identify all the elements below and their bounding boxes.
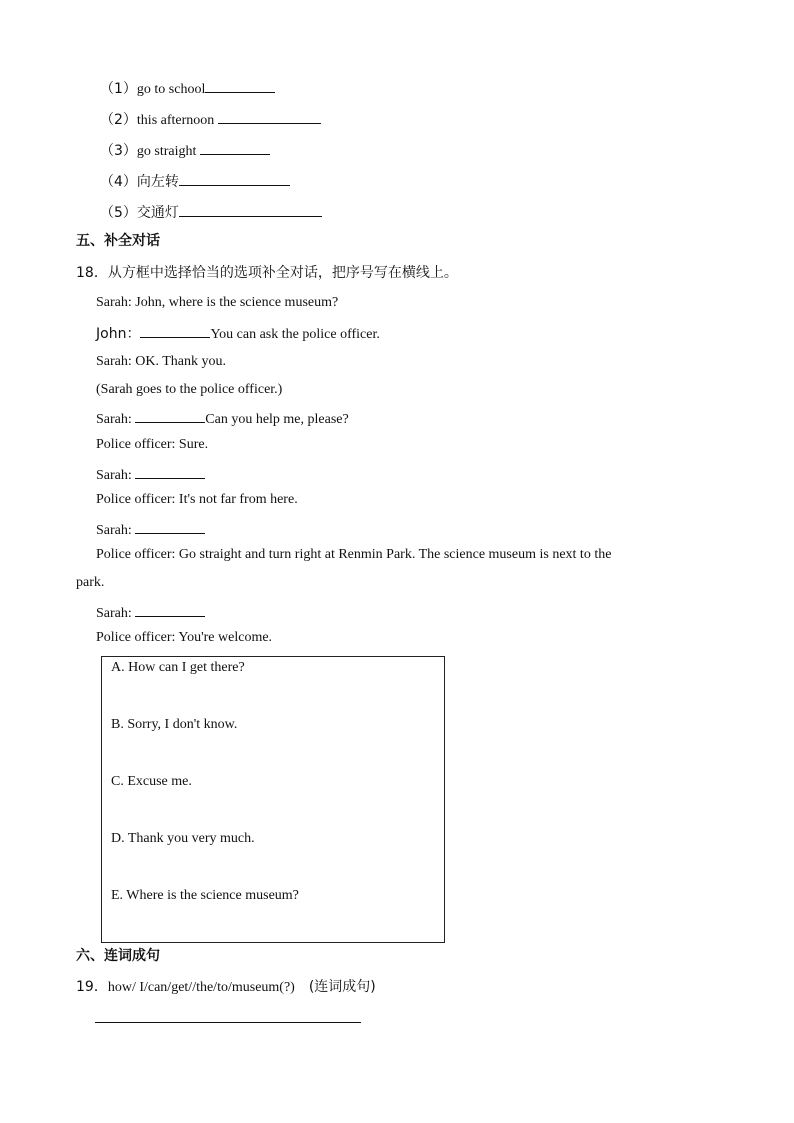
section-six-title: 六、连词成句 <box>76 948 160 964</box>
speaker-label: John： <box>96 326 141 342</box>
answer-blank[interactable] <box>135 408 205 423</box>
option-b: B. Sorry, I don't know. <box>111 717 238 732</box>
dialogue-line-10: Police officer: Go straight and turn right at Renmin Park. The science museum is next to the <box>96 547 612 562</box>
speaker-label: Sarah: <box>96 606 132 621</box>
dialogue-line-10-cont: park. <box>76 575 105 590</box>
answer-blank[interactable] <box>135 519 205 534</box>
vocab-text: go straight <box>136 144 197 159</box>
dialogue-line-1: Sarah: John, where is the science museum? <box>96 295 339 310</box>
answer-blank[interactable] <box>135 602 205 617</box>
answer-blank[interactable] <box>205 78 275 93</box>
vocab-number: （2） <box>100 112 137 128</box>
dialogue-line-12: Police officer: You're welcome. <box>96 630 273 645</box>
question-18-instruction <box>76 264 458 282</box>
vocab-number: （1） <box>100 81 137 97</box>
vocab-number: （4） <box>100 174 137 190</box>
dialogue-line-7 <box>96 464 205 485</box>
vocab-text: go to school <box>136 82 206 97</box>
dialogue-text: You can ask the police officer. <box>210 327 380 342</box>
vocab-number: （3） <box>100 143 137 159</box>
question-number: 18． <box>76 265 108 281</box>
answer-blank[interactable] <box>179 202 322 217</box>
scrambled-words: how/ I/can/get//the/to/museum(?) <box>107 980 295 995</box>
question-number: 19． <box>76 979 108 995</box>
vocab-number: （5） <box>100 205 137 221</box>
answer-blank[interactable] <box>179 171 290 186</box>
question-19 <box>76 978 376 997</box>
answer-blank[interactable] <box>218 109 321 124</box>
option-a: A. How can I get there? <box>111 660 245 675</box>
speaker-label: Sarah: <box>96 523 132 538</box>
dialogue-line-3: Sarah: OK. Thank you. <box>96 354 226 369</box>
vocab-item-1 <box>100 78 275 99</box>
answer-blank[interactable] <box>200 140 270 155</box>
dialogue-line-4: (Sarah goes to the police officer.) <box>96 382 283 397</box>
dialogue-text: Can you help me, please? <box>205 412 349 427</box>
dialogue-line-2 <box>96 323 380 344</box>
vocab-item-2 <box>100 109 321 130</box>
answer-blank[interactable] <box>135 464 205 479</box>
option-c: C. Excuse me. <box>111 774 192 789</box>
vocab-item-5 <box>100 202 322 223</box>
question-instruction: 从方框中选择恰当的选项补全对话，把序号写在横线上。 <box>107 265 458 281</box>
vocab-item-4 <box>100 171 290 192</box>
speaker-label: Sarah: <box>96 468 132 483</box>
dialogue-line-6: Police officer: Sure. <box>96 437 209 452</box>
question-hint: (连词成句) <box>308 979 376 995</box>
speaker-label: Sarah: <box>96 412 132 427</box>
vocab-text: 向左转 <box>136 174 179 190</box>
vocab-text: 交通灯 <box>136 205 179 221</box>
option-d: D. Thank you very much. <box>111 831 255 846</box>
vocab-item-3 <box>100 140 270 161</box>
answer-blank[interactable] <box>140 323 210 338</box>
answer-line[interactable] <box>95 1022 361 1023</box>
dialogue-line-5 <box>96 408 349 429</box>
vocab-text: this afternoon <box>136 113 215 128</box>
dialogue-line-9 <box>96 519 205 540</box>
dialogue-line-8: Police officer: It's not far from here. <box>96 492 298 507</box>
option-e: E. Where is the science museum? <box>111 888 299 903</box>
section-five-title: 五、补全对话 <box>76 233 160 249</box>
options-box <box>101 656 445 943</box>
dialogue-line-11 <box>96 602 205 623</box>
